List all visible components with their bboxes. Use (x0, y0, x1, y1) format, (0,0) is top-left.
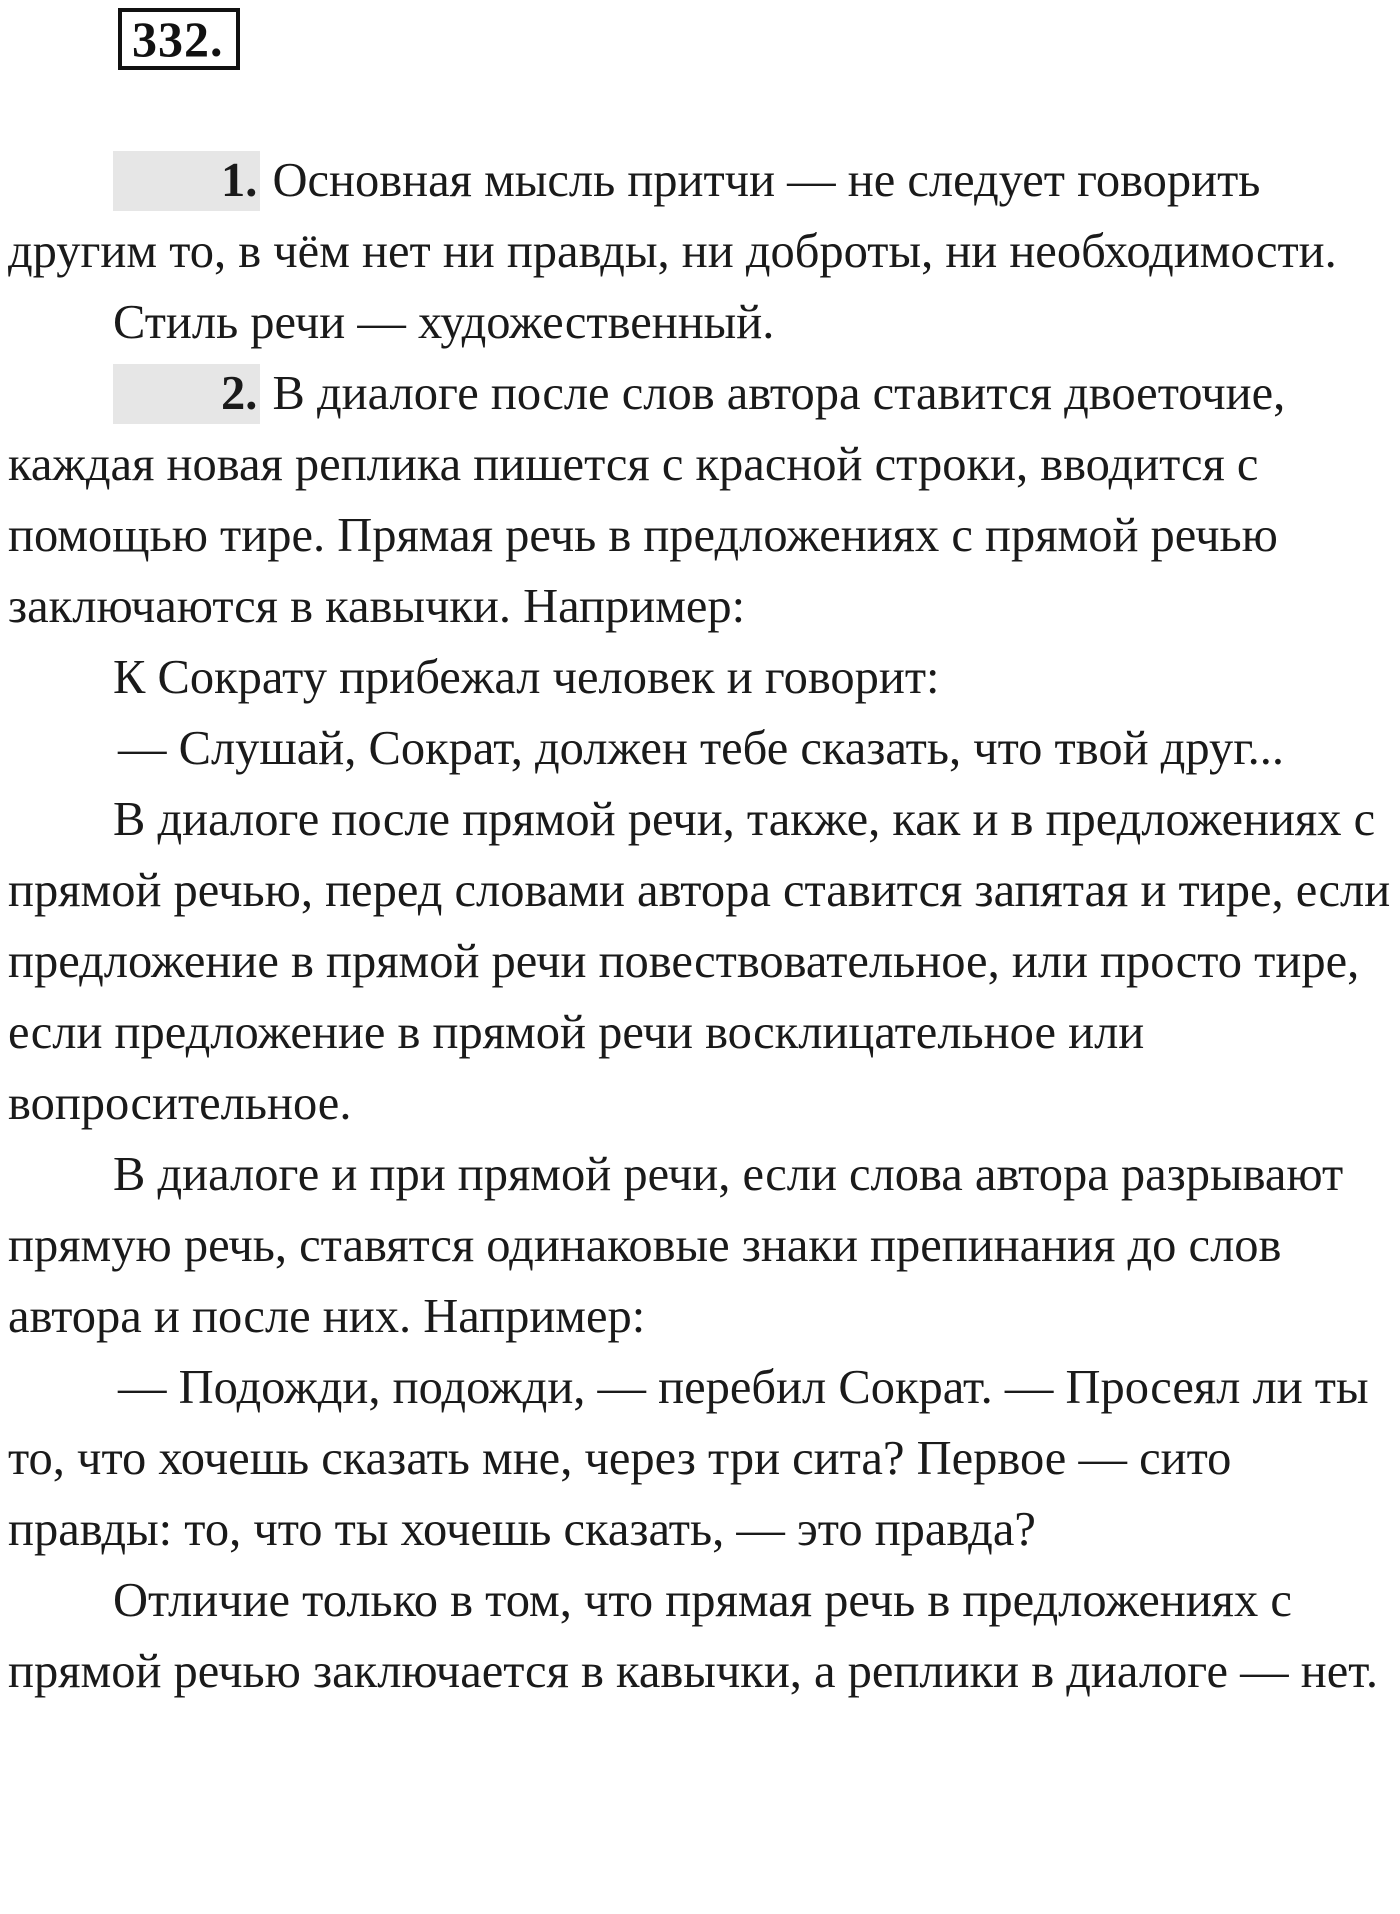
paragraph-1 (8, 145, 1393, 287)
paragraph-1-text: Основная мысль притчи — не следует говорить другим то, в чём нет ни правды, ни доброты, ни необходимости. (8, 154, 1337, 278)
paragraph-2-text: Стиль речи — художественный. (113, 296, 775, 349)
paragraph-7-text: В диалоге и при прямой речи, если слова автора разрывают прямую речь, ставятся одинаковые знаки препинания до слов автора и после них. Например: (8, 1148, 1344, 1343)
paragraph-5-text: — Слушай, Сократ, должен тебе сказать, что твой друг... (118, 722, 1284, 775)
item-number-1: 1. (113, 151, 260, 211)
item-number-2: 2. (113, 364, 260, 424)
paragraph-9 (8, 1565, 1393, 1707)
paragraph-4-text: К Сократу прибежал человек и говорит: (113, 651, 940, 704)
paragraph-3-text: В диалоге после слов автора ставится двоеточие, каждая новая реплика пишется с красной строки, вводится с помощью тире. Прямая речь в предложениях с прямой речью заключаются в кавычки. Например: (8, 367, 1286, 633)
paragraph-3 (8, 358, 1393, 642)
answer-text (8, 145, 1393, 1707)
paragraph-2 (8, 287, 1393, 358)
paragraph-6 (8, 784, 1393, 1139)
paragraph-5 (8, 713, 1393, 784)
paragraph-7 (8, 1139, 1393, 1352)
paragraph-9-text: Отличие только в том, что прямая речь в предложениях с прямой речью заключается в кавычки, а реплики в диалоге — нет. (8, 1574, 1378, 1698)
task-number: 332. (118, 8, 240, 70)
paragraph-6-text: В диалоге после прямой речи, также, как и в предложениях с прямой речью, перед словами автора ставится запятая и тире, если предложение в прямой речи повествовательное, или просто тире, если предложение в прямой речи восклицательное или вопросительное. (8, 793, 1391, 1130)
paragraph-8 (8, 1352, 1393, 1565)
paragraph-8-text: — Подожди, подожди, — перебил Сократ. — Просеял ли ты то, что хочешь сказать мне, через три сита? Первое — сито правды: то, что ты хочешь сказать, — это правда? (8, 1361, 1369, 1556)
paragraph-4 (8, 642, 1393, 713)
